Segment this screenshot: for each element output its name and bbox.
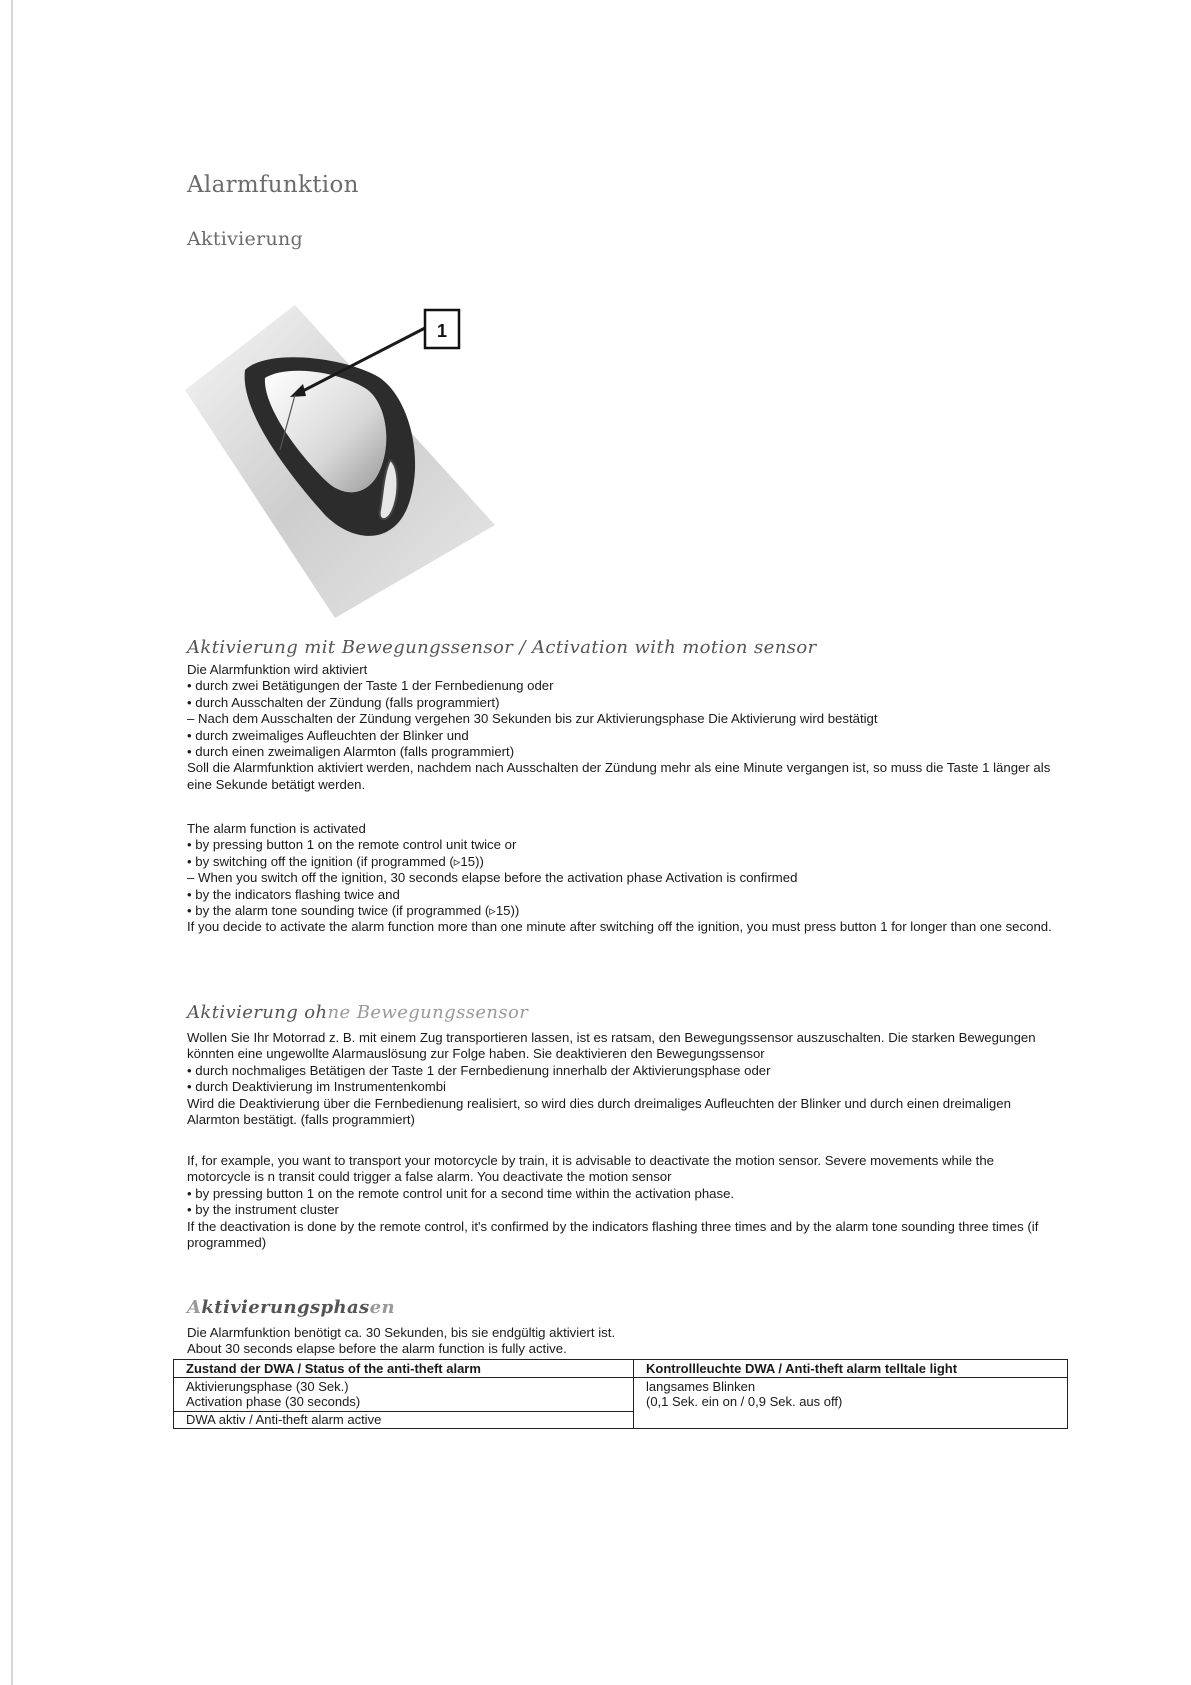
section-title-main: ktivierungsphas bbox=[201, 1297, 370, 1318]
bullet-item: • durch nochmaliges Betätigen der Taste 1 der Fernbedienung innerhalb der Aktivierungsphase oder bbox=[187, 1062, 771, 1078]
text-line: Wird die Deaktivierung über die Fernbedienung realisiert, so wird dies durch dreimaliges Aufleuchten der Blinker und durch einen dreimaligen Alarmton bestätigt. (falls programmiert) bbox=[187, 1095, 1011, 1128]
text-line: If you decide to activate the alarm function more than one minute after switching off the ignition, you must press button 1 for longer than one second. bbox=[187, 919, 1052, 935]
bullet-item: • by pressing button 1 on the remote control unit twice or bbox=[187, 837, 517, 853]
page-title: Alarmfunktion bbox=[187, 172, 359, 198]
text-line: – Nach dem Ausschalten der Zündung vergehen 30 Sekunden bis zur Aktivierungsphase Die Aktivierung wird bestätigt bbox=[187, 711, 878, 727]
section-title-faded: en bbox=[369, 1297, 395, 1318]
section-title-faded: A bbox=[187, 1297, 202, 1318]
section1-english-text bbox=[187, 821, 1057, 936]
remote-key-fob-icon bbox=[185, 300, 505, 620]
bullet-item: • by the alarm tone sounding twice (if programmed (▹15)) bbox=[187, 903, 520, 919]
page-subtitle: Aktivierung bbox=[187, 228, 304, 250]
bullet-item: • by the indicators flashing twice and bbox=[187, 886, 400, 902]
bullet-item: • by switching off the ignition (if programmed (▹15)) bbox=[187, 853, 484, 869]
text-line: If, for example, you want to transport your motorcycle by train, it is advisable to deactivate the motion sensor. Severe movements while the motorcycle is n transit could trigger a false alarm. You deactivate the motion sensor bbox=[187, 1153, 995, 1185]
bullet-item: • durch Ausschalten der Zündung (falls programmiert) bbox=[187, 694, 500, 710]
bullet-item: • durch Deaktivierung im Instrumentenkombi bbox=[187, 1079, 446, 1095]
text-line: Wollen Sie Ihr Motorrad z. B. mit einem Zug transportieren lassen, ist es ratsam, den Bewegungssensor auszuschalten. Die starken Bewegungen könnten eine ungewollte Alarmauslösung zur Folge haben. Sie deaktivieren den Bewegungssensor bbox=[187, 1030, 1036, 1062]
telltale-timing: (0,1 Sek. ein on / 0,9 Sek. aus off) bbox=[646, 1394, 843, 1409]
callout-number: 1 bbox=[436, 321, 448, 341]
table-header-status: Zustand der DWA / Status of the anti-theft alarm bbox=[174, 1360, 634, 1378]
status-alarm-active: DWA aktiv / Anti-theft alarm active bbox=[174, 1411, 633, 1427]
text-line: Die Alarmfunktion benötigt ca. 30 Sekunden, bis sie endgültig aktiviert ist. bbox=[187, 1325, 616, 1340]
section-title-main: Aktivierung oh bbox=[187, 1002, 328, 1023]
table-cell-status bbox=[174, 1378, 634, 1429]
status-activation-phase-de: Aktivierungsphase (30 Sek.) bbox=[186, 1379, 349, 1394]
table-header-row bbox=[174, 1360, 1068, 1378]
bullet-item: • by the instrument cluster bbox=[187, 1202, 339, 1218]
remote-key-fob-figure bbox=[185, 300, 505, 620]
text-line: Soll die Alarmfunktion aktiviert werden, nachdem nach Ausschalten der Zündung mehr als eine Minute vergangen ist, so muss die Taste 1 länger als eine Sekunde betätigt werden. bbox=[187, 760, 1051, 792]
status-activation-phase-en: Activation phase (30 seconds) bbox=[186, 1394, 361, 1409]
bullet-item: • durch einen zweimaligen Alarmton (falls programmiert) bbox=[187, 744, 515, 760]
section2-english-text bbox=[187, 1153, 1057, 1251]
section1-german-text bbox=[187, 662, 1057, 793]
table-header-telltale: Kontrollleuchte DWA / Anti-theft alarm telltale light bbox=[634, 1360, 1068, 1378]
text-line: The alarm function is activated bbox=[187, 821, 366, 836]
section-title-activation-phases bbox=[187, 1297, 395, 1318]
text-line: – When you switch off the ignition, 30 seconds elapse before the activation phase Activation is confirmed bbox=[187, 870, 798, 886]
table-cell-telltale bbox=[634, 1378, 1068, 1429]
text-line: If the deactivation is done by the remote control, it's confirmed by the indicators flashing three times and by the alarm tone sounding three times (if programmed) bbox=[187, 1218, 1039, 1251]
bullet-item: • by pressing button 1 on the remote control unit for a second time within the activation phase. bbox=[187, 1185, 735, 1201]
bullet-item: • durch zweimaliges Aufleuchten der Blinker und bbox=[187, 727, 469, 743]
page-edge bbox=[11, 0, 13, 1685]
section-title-faded: ne Bewegungssensor bbox=[327, 1002, 529, 1023]
bullet-item: • durch zwei Betätigungen der Taste 1 der Fernbedienung oder bbox=[187, 678, 554, 694]
section-title-activation-without-motion-sensor bbox=[187, 1002, 528, 1023]
table-row bbox=[174, 1378, 1068, 1429]
section3-text bbox=[187, 1325, 1057, 1358]
text-line: Die Alarmfunktion wird aktiviert bbox=[187, 662, 368, 677]
text-line: About 30 seconds elapse before the alarm function is fully active. bbox=[187, 1341, 567, 1357]
alarm-status-table bbox=[173, 1359, 1068, 1429]
section-title-activation-with-motion-sensor: Aktivierung mit Bewegungssensor / Activation with motion sensor bbox=[187, 637, 817, 658]
section2-german-text bbox=[187, 1030, 1057, 1128]
telltale-slow-flashing: langsames Blinken bbox=[646, 1379, 756, 1394]
